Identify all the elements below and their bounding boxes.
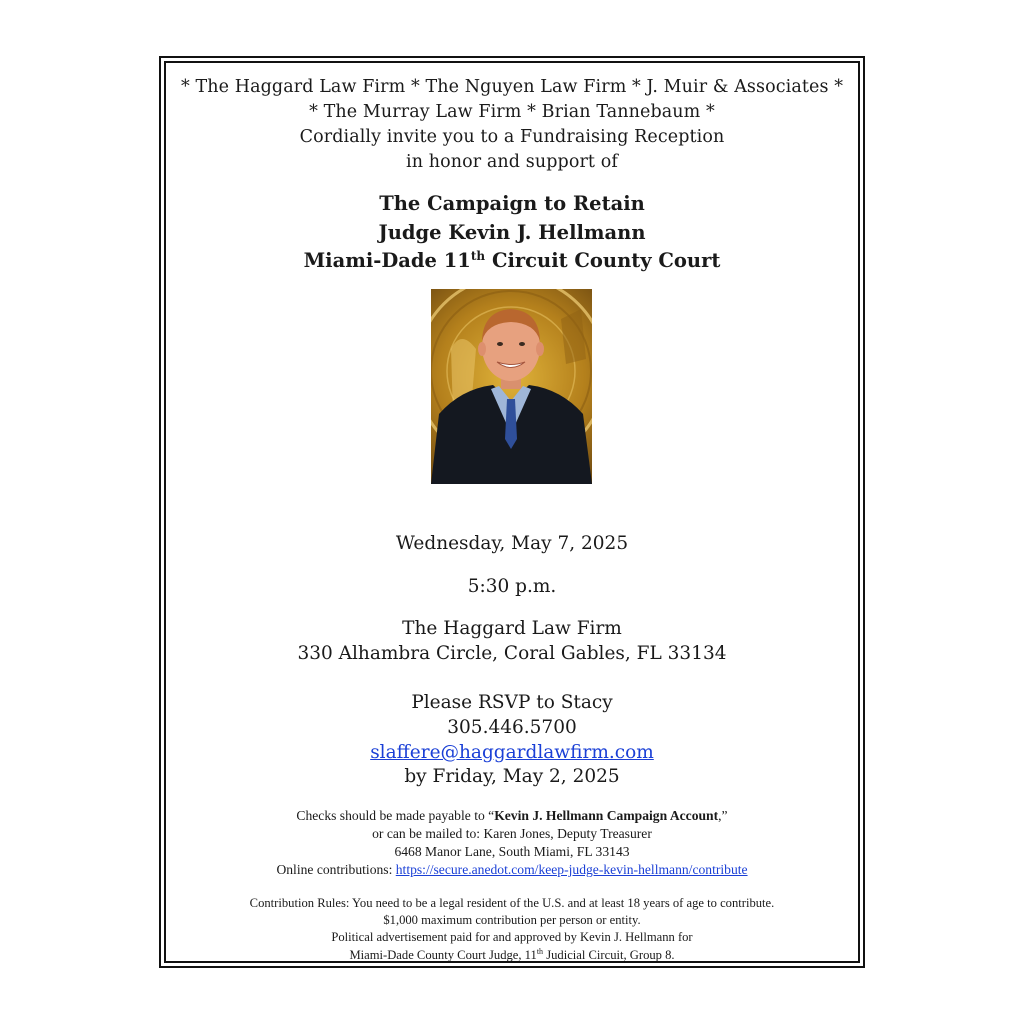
rsvp-deadline: by Friday, May 2, 2025 bbox=[404, 766, 620, 787]
campaign-title-line-3: Miami-Dade 11th Circuit County Court bbox=[303, 249, 721, 272]
rsvp-phone: 305.446.5700 bbox=[447, 717, 577, 738]
rules-line-1: Contribution Rules: You need to be a legal resident of the U.S. and at least 18 years of age to contribute. bbox=[249, 896, 775, 910]
campaign-title-line-2: Judge Kevin J. Hellmann bbox=[378, 221, 646, 244]
online-contributions: Online contributions: https://secure.anedot.com/keep-judge-kevin-hellmann/contribute bbox=[276, 862, 748, 877]
judge-portrait-icon bbox=[431, 289, 592, 484]
rules-line-4: Miami-Dade County Court Judge, 11th Judicial Circuit, Group 8. bbox=[349, 947, 675, 962]
hosts-line-1: * The Haggard Law Firm * The Nguyen Law Firm * J. Muir & Associates * bbox=[180, 77, 844, 97]
rules-line-2: $1,000 maximum contribution per person or entity. bbox=[383, 913, 641, 927]
event-address: 330 Alhambra Circle, Coral Gables, FL 33134 bbox=[297, 643, 727, 664]
event-venue: The Haggard Law Firm bbox=[402, 618, 622, 639]
rsvp-label: Please RSVP to Stacy bbox=[411, 692, 613, 713]
rsvp-email-row bbox=[166, 742, 858, 763]
checks-line-1: Checks should be made payable to “Kevin J. Hellmann Campaign Account,” bbox=[296, 808, 728, 823]
contribution-link[interactable]: https://secure.anedot.com/keep-judge-kevin-hellmann/contribute bbox=[395, 862, 748, 877]
invite-line-2: in honor and support of bbox=[406, 152, 618, 172]
invite-line-1: Cordially invite you to a Fundraising Reception bbox=[299, 127, 725, 147]
checks-line-3: 6468 Manor Lane, South Miami, FL 33143 bbox=[394, 844, 630, 859]
campaign-title-line-1: The Campaign to Retain bbox=[379, 192, 645, 215]
rules-line-3: Political advertisement paid for and approved by Kevin J. Hellmann for bbox=[331, 930, 693, 944]
invitation-card bbox=[166, 63, 858, 961]
rsvp-email-link[interactable]: slaffere@haggardlawfirm.com bbox=[370, 742, 654, 763]
checks-line-2: or can be mailed to: Karen Jones, Deputy Treasurer bbox=[372, 826, 652, 841]
event-time: 5:30 p.m. bbox=[467, 576, 557, 597]
hosts-line-2: * The Murray Law Firm * Brian Tannebaum * bbox=[309, 102, 715, 122]
event-date: Wednesday, May 7, 2025 bbox=[395, 533, 629, 554]
